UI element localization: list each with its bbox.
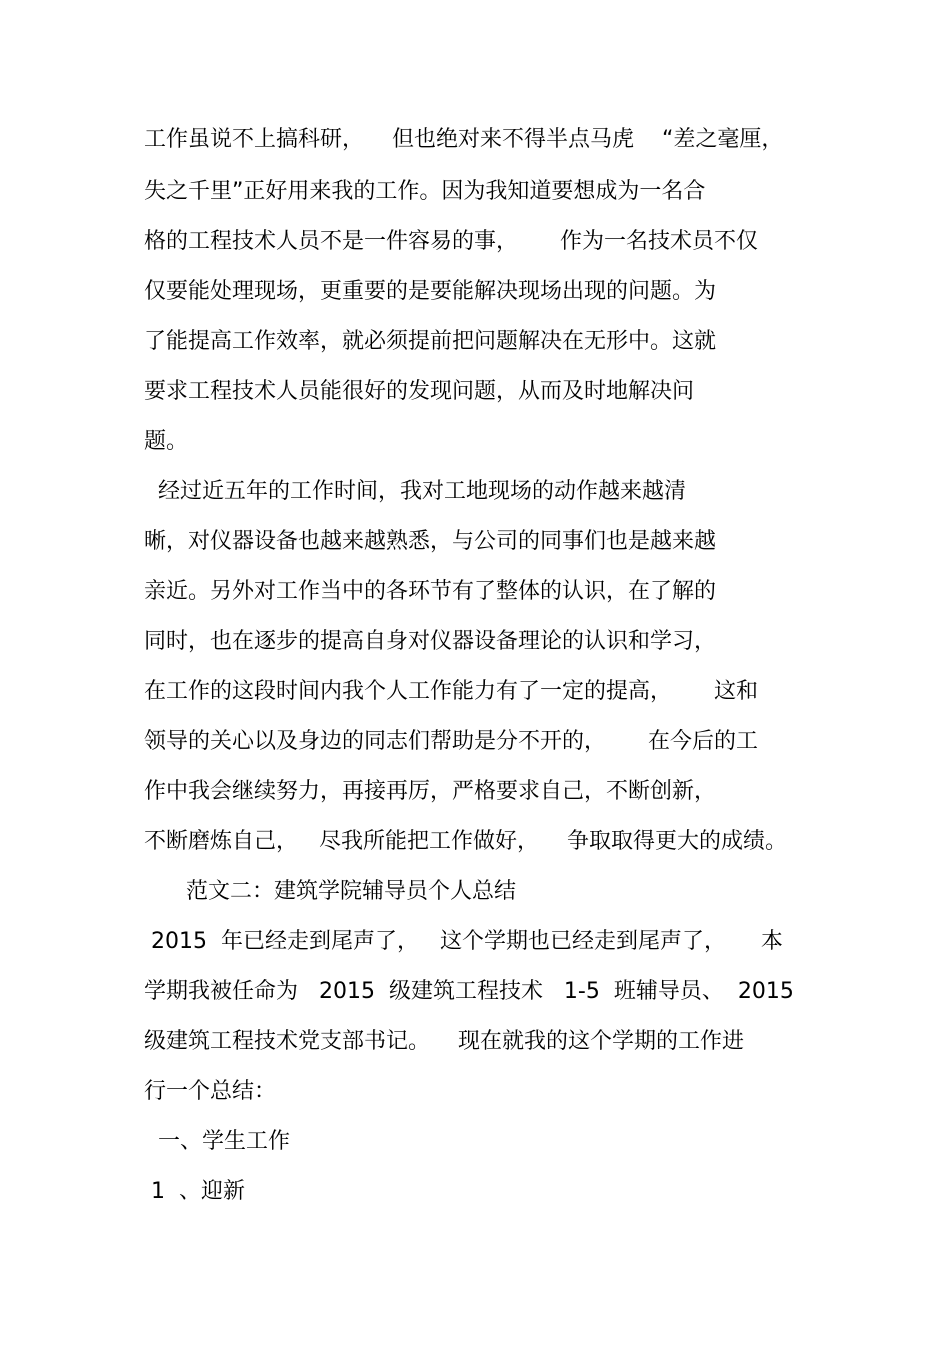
text-line: 经过近五年的工作时间，我对工地现场的动作越来越清: [144, 479, 686, 504]
text-line: 在工作的这段时间内我个人工作能力有了一定的提高， 这和: [144, 679, 758, 704]
text-line: 晰，对仪器设备也越来越熟悉，与公司的同事们也是越来越: [144, 529, 717, 554]
text-line: 学期我被任命为 2015 级建筑工程技术 1-5 班辅导员、 2015: [144, 979, 794, 1004]
text-line: 失之千里”正好用来我的工作。因为我知道要想成为一名合: [144, 179, 706, 204]
text-line: 作中我会继续努力，再接再厉，严格要求自己，不断创新，: [144, 779, 717, 804]
text-line: 2015 年已经走到尾声了， 这个学期也已经走到尾声了， 本: [144, 929, 783, 954]
text-line: 领导的关心以及身边的同志们帮助是分不开的， 在今后的工: [144, 729, 758, 754]
list-heading: 1 、迎新: [144, 1179, 245, 1204]
text-line: 亲近。另外对工作当中的各环节有了整体的认识，在了解的: [144, 579, 717, 604]
text-line: 格的工程技术人员不是一件容易的事， 作为一名技术员不仅: [144, 229, 758, 254]
text-line: 行一个总结：: [144, 1079, 277, 1104]
text-line: 要求工程技术人员能很好的发现问题，从而及时地解决问: [144, 379, 695, 404]
section-heading: 范文二：建筑学院辅导员个人总结: [144, 879, 516, 904]
text-line: 工作虽说不上搞科研， 但也绝对来不得半点马虎 “差之毫厘，: [144, 127, 784, 152]
text-line: 同时，也在逐步的提高自身对仪器设备理论的认识和学习，: [144, 629, 717, 654]
text-line: 仅要能处理现场，更重要的是要能解决现场出现的问题。为: [144, 279, 717, 304]
text-line: 不断磨炼自己， 尽我所能把工作做好， 争取取得更大的成绩。: [144, 829, 787, 854]
text-line: 级建筑工程技术党支部书记。 现在就我的这个学期的工作进: [144, 1029, 744, 1054]
subsection-heading: 一、学生工作: [144, 1129, 290, 1154]
text-line: 了能提高工作效率，就必须提前把问题解决在无形中。这就: [144, 329, 717, 354]
text-line: 题。: [144, 429, 189, 454]
